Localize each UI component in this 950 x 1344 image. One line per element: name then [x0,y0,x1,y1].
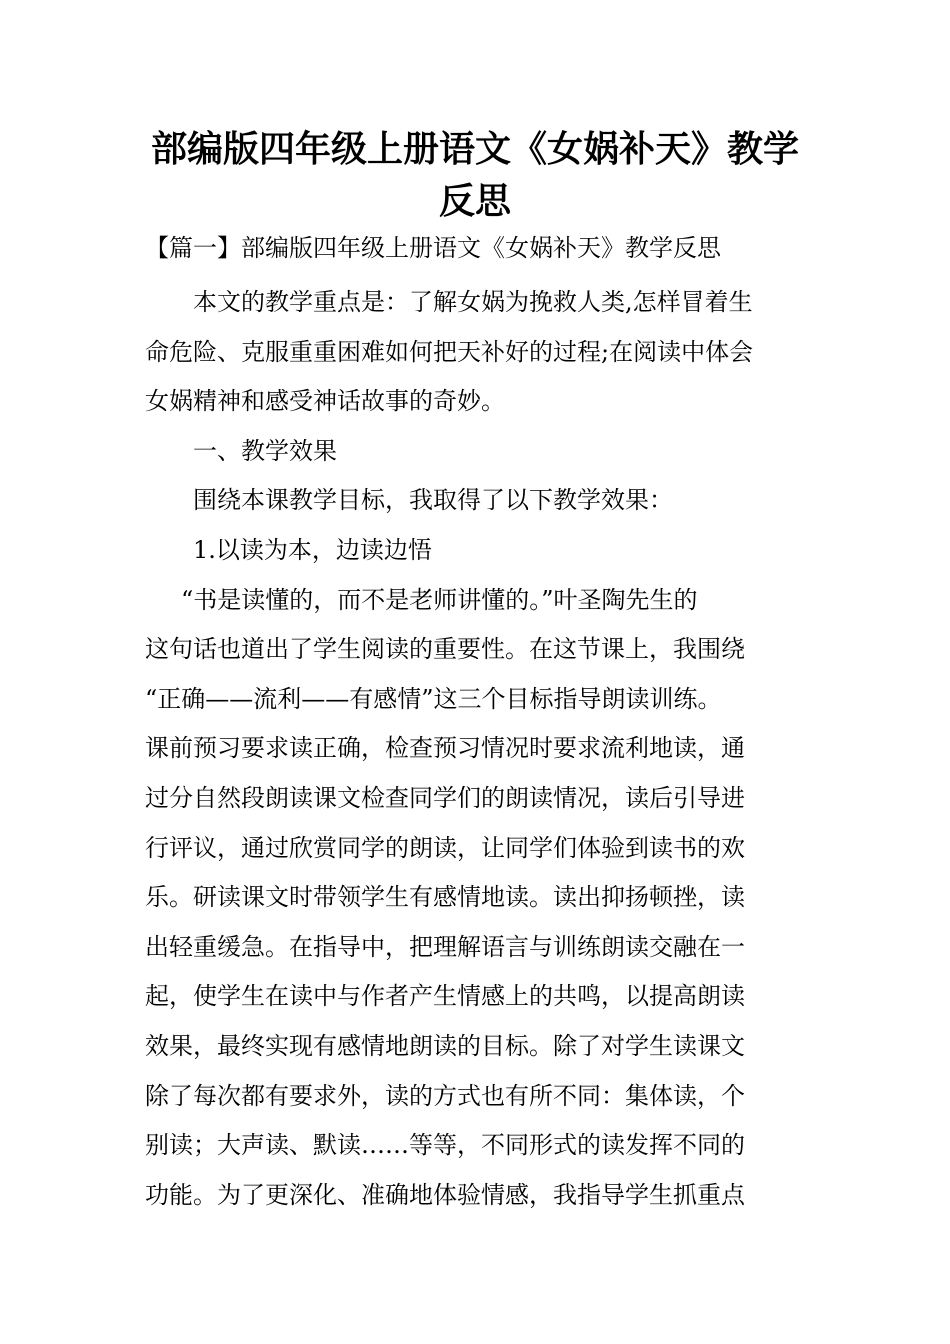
body-line: 围绕本课教学目标，我取得了以下教学效果： [193,486,673,515]
body-line: 别读；大声读、默读……等等，不同形式的读发挥不同的 [145,1131,745,1160]
body-line: 课前预习要求读正确，检查预习情况时要求流利地读，通 [145,734,745,763]
title-line-1: 部编版四年级上册语文《女娲补天》教学 [150,129,799,170]
body-line: 女娲精神和感受神话故事的奇妙。 [145,387,505,416]
section-heading: 【篇一】部编版四年级上册语文《女娲补天》教学反思 [145,234,721,262]
body-line: 乐。研读课文时带领学生有感情地读。读出抑扬顿挫，读 [145,883,745,912]
body-line: 命危险、克服重重困难如何把天补好的过程;在阅读中体会 [145,337,754,366]
body-line: 过分自然段朗读课文检查同学们的朗读情况，读后引导进 [145,783,745,812]
body-line: 除了每次都有要求外，读的方式也有所不同：集体读，个 [145,1081,745,1110]
body-line: 本文的教学重点是：了解女娲为挽救人类,怎样冒着生 [193,288,753,316]
body-line: “正确——流利——有感情”这三个目标指导朗读训练。 [145,684,722,713]
numbered-subheading: 1.以读为本，边读边悟 [193,535,432,564]
body-line: 功能。为了更深化、准确地体验情感，我指导学生抓重点 [145,1180,745,1209]
body-line: 出轻重缓急。在指导中，把理解语言与训练朗读交融在一 [145,932,745,961]
body-line: 起，使学生在读中与作者产生情感上的共鸣，以提高朗读 [145,982,745,1011]
document-body [145,278,807,1220]
subheading-teaching-effect: 一、教学效果 [193,436,337,465]
title-line-2: 反思 [438,181,511,222]
body-line: “书是读懂的，而不是老师讲懂的。”叶圣陶先生的 [181,585,698,614]
body-line: 这句话也道出了学生阅读的重要性。在这节课上，我围绕 [145,635,745,664]
body-line: 行评议，通过欣赏同学的朗读，让同学们体验到读书的欢 [145,833,745,862]
body-line: 效果，最终实现有感情地朗读的目标。除了对学生读课文 [145,1031,745,1060]
document-title [145,124,805,228]
